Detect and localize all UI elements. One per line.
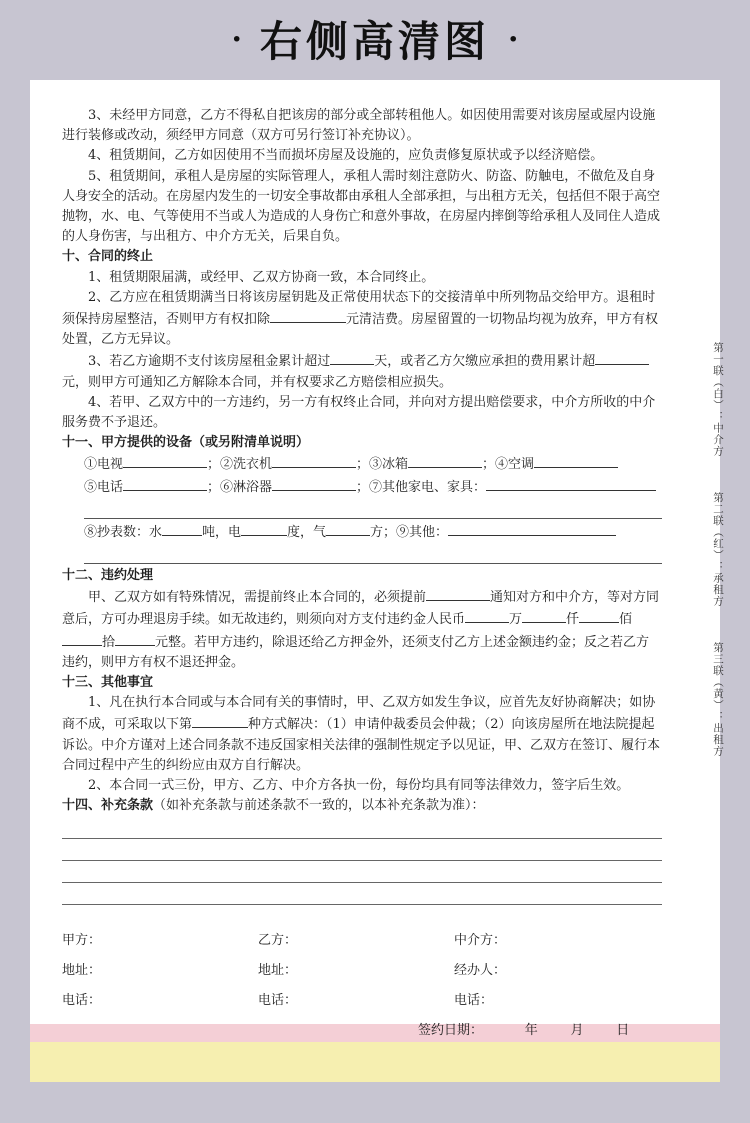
meter-gas-blank[interactable] — [326, 521, 370, 536]
equip-shower-blank[interactable] — [272, 476, 356, 491]
meter-electric-blank[interactable] — [241, 521, 287, 536]
party-b-phone-label: 电话： — [258, 993, 298, 1009]
penalty-shi-blank[interactable] — [62, 631, 102, 646]
clause-12-part-a: 甲、乙双方如有特殊情况，需提前终止本合同的，必须提前 — [88, 590, 427, 606]
meter-other-label: 方；⑨其他： — [370, 524, 449, 540]
meter-water-label: ⑧抄表数：水 — [84, 524, 163, 540]
signing-date-row — [62, 1017, 662, 1047]
penalty-qian-unit: 仟 — [566, 612, 580, 628]
signature-row-phone — [62, 987, 662, 1017]
copy-label-yellow: 第三联（黄）：出租方 — [712, 642, 724, 757]
clause-12 — [62, 586, 662, 673]
section-10-title: 十、合同的终止 — [62, 249, 154, 265]
handler-label: 经办人： — [454, 963, 507, 979]
penalty-yuan-blank[interactable] — [115, 631, 155, 646]
supplement-line-4[interactable] — [62, 883, 662, 905]
equip-phone-blank[interactable] — [123, 476, 207, 491]
clause-12-part-b: 通知对方和中介方，等对方同意后，方可办理退房手续。如无故违约，则须向对方支付违约金人民币 — [62, 590, 660, 628]
signature-row-party — [62, 927, 662, 957]
clause-13-1 — [62, 693, 662, 776]
clause-10-3 — [62, 350, 662, 392]
section-11-title: 十一、甲方提供的设备（或另附清单说明） — [62, 435, 310, 451]
meter-electric-label: 吨，电 — [202, 524, 242, 540]
signing-date-label: 签约日期： — [418, 1023, 484, 1039]
penalty-qian-blank[interactable] — [522, 608, 566, 623]
supplement-line-1[interactable] — [62, 817, 662, 839]
contract-content — [62, 106, 662, 1047]
meter-extra-line[interactable] — [84, 543, 662, 564]
party-a-phone-label: 电话： — [62, 993, 102, 1009]
section-12-title: 十二、违约处理 — [62, 568, 154, 584]
clause-10-3-part-c: 元，则甲方可通知乙方解除本合同，并有权要求乙方赔偿相应损失。 — [62, 374, 453, 390]
equip-tv-label: ①电视 — [84, 457, 124, 473]
clause-12-part-c: 元整。若甲方违约，除退还给乙方押金外，还须支付乙方上述金额违约金；反之若乙方违约，则甲方有权不退还押金。 — [62, 634, 650, 670]
equip-phone-label: ⑤电话 — [84, 479, 124, 495]
section-13-title: 十三、其他事宜 — [62, 675, 154, 691]
meter-other-blank[interactable] — [448, 521, 616, 536]
title-dot-left: · — [231, 21, 242, 57]
clause-10-1: 1、租赁期限届满，或经甲、乙双方协商一致，本合同终止。 — [88, 269, 435, 285]
notice-period-blank[interactable] — [426, 586, 490, 601]
equip-washer-label: ；②洗衣机 — [207, 457, 273, 473]
section-14-title: 十四、补充条款 — [62, 798, 154, 814]
dispute-method-blank[interactable] — [192, 713, 248, 728]
agent-phone-label: 电话： — [454, 993, 494, 1009]
party-b-address-label: 地址： — [258, 963, 298, 979]
equipment-row-1 — [62, 453, 662, 475]
clause-10-2-part-a: 2、乙方应在租赁期满当日将该房屋钥匙及正常使用状态下的交接清单中所列物品交给甲方。退租时须保持房屋整洁，否则甲方有权扣除 — [62, 289, 656, 328]
equip-ac-label: ；④空调 — [482, 457, 535, 473]
meter-gas-label: 度，气 — [287, 524, 327, 540]
penalty-bai-blank[interactable] — [579, 608, 619, 623]
party-b-label: 乙方： — [258, 933, 298, 949]
signing-month-label: 月 — [570, 1023, 584, 1039]
overdue-days-blank[interactable] — [330, 350, 374, 365]
clause-13-1-part-a: 1、凡在执行本合同或与本合同有关的事情时，甲、乙双方如发生争议，应首先友好协商解决；如协商不成，可采取以下第 — [62, 695, 656, 733]
clause-10-3-part-b: 天，或者乙方欠缴应承担的费用累计超 — [374, 354, 596, 370]
party-a-label: 甲方： — [62, 933, 102, 949]
equip-fridge-label: ；③冰箱 — [356, 457, 409, 473]
signature-row-address — [62, 957, 662, 987]
supplement-line-3[interactable] — [62, 861, 662, 883]
equipment-row-meter — [62, 521, 662, 543]
meter-water-blank[interactable] — [162, 521, 202, 536]
clause-13-1-part-b: 种方式解决：（1）申请仲裁委员会仲裁；（2）向该房屋所在地法院提起诉讼。中介方谨对上述合同条款不违反国家相关法律的强制性规定予以见证，甲、乙双方在签订、履行本合同过程中产生的纠纷应由双方自行解决。 — [62, 717, 661, 773]
clause-10-4: 4、若甲、乙双方中的一方违约，另一方有权终止合同，并向对方提出赔偿要求，中介方所收的中介服务费不予退还。 — [62, 394, 656, 431]
copy-label-red: 第二联（红）：承租方 — [712, 492, 724, 607]
cleaning-fee-blank[interactable] — [270, 308, 346, 323]
agent-label: 中介方： — [454, 933, 507, 949]
equip-ac-blank[interactable] — [534, 453, 618, 468]
clause-9-3: 3、未经甲方同意，乙方不得私自把该房的部分或全部转租他人。如因使用需要对该房屋或屋内设施进行装修或改动，须经甲方同意（双方可另行签订补充协议）。 — [62, 108, 656, 144]
penalty-wan-unit: 万 — [509, 612, 523, 628]
signing-year-label: 年 — [524, 1023, 538, 1039]
equipment-extra-line[interactable] — [84, 498, 662, 519]
penalty-shi-unit: 拾 — [102, 634, 116, 650]
equipment-row-2 — [62, 476, 662, 498]
party-a-address-label: 地址： — [62, 963, 102, 979]
contract-sheet — [30, 80, 724, 1039]
equip-other-appliance-blank[interactable] — [486, 476, 656, 491]
clause-13-2: 2、本合同一式三份，甲方、乙方、中介方各执一份，每份均具有同等法律效力，签字后生效。 — [88, 778, 630, 794]
penalty-wan-blank[interactable] — [465, 608, 509, 623]
clause-10-3-part-a: 3、若乙方逾期不支付该房屋租金累计超过 — [88, 354, 331, 370]
section-14-note: （如补充条款与前述条款不一致的，以本补充条款为准）： — [153, 798, 485, 814]
section-14-title-row — [62, 796, 662, 816]
equip-other-appliance-label: ；⑦其他家电、家具： — [356, 479, 487, 495]
equip-washer-blank[interactable] — [272, 453, 356, 468]
signature-block — [62, 927, 662, 1047]
clause-9-4: 4、租赁期间，乙方如因使用不当而损坏房屋及设施的，应负责修复原状或予以经济赔偿。 — [88, 148, 604, 164]
equip-fridge-blank[interactable] — [408, 453, 482, 468]
supplement-line-2[interactable] — [62, 839, 662, 861]
equip-tv-blank[interactable] — [123, 453, 207, 468]
copy-label-white: 第一联（白）：中介方 — [712, 342, 724, 457]
clause-9-5: 5、租赁期间，承租人是房屋的实际管理人，承租人需时刻注意防火、防盗、防触电，不做危及自身人身安全的活动。在房屋内发生的一切安全事故都由承租人全部承担，与出租方无关，包括但不限于高空抛物，水、电、气等使用不当或人为造成的人身伤亡和意外事故，在房屋内摔倒等给承租人及同住人造成的人身伤害，与出租方、中介方无关，后果自负。 — [62, 168, 661, 245]
signing-day-label: 日 — [616, 1023, 630, 1039]
equip-shower-label: ；⑥淋浴器 — [207, 479, 273, 495]
clause-10-2-part-b: 元清洁费。房屋留置的一切物品均视为放弃，甲方有权处置，乙方无异议。 — [62, 312, 659, 348]
page-title: 右侧高清图 — [259, 17, 490, 66]
title-dot-right: · — [508, 21, 519, 57]
overdue-amount-blank[interactable] — [595, 350, 649, 365]
clause-10-2 — [62, 288, 662, 351]
penalty-bai-unit: 佰 — [619, 612, 633, 628]
image-title-bar — [0, 0, 750, 78]
